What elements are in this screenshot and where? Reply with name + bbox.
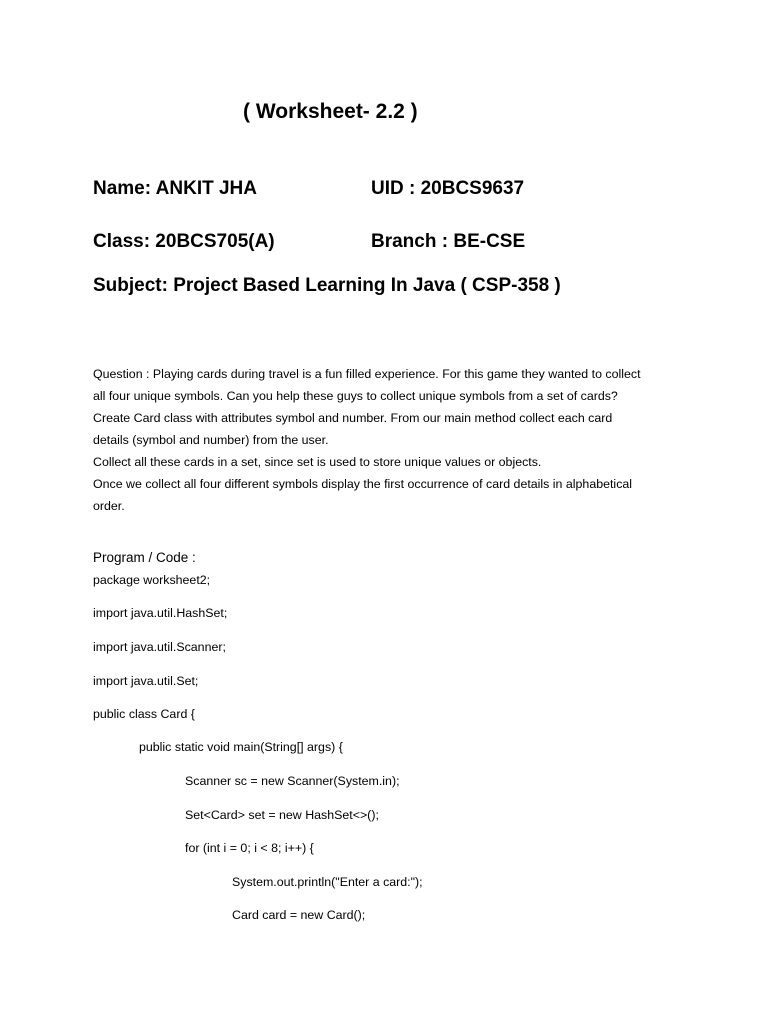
code-line: import java.util.Scanner; bbox=[93, 640, 226, 654]
question-line: details (symbol and number) from the user. bbox=[93, 433, 329, 447]
code-line: public class Card { bbox=[93, 707, 195, 721]
student-class: Class: 20BCS705(A) bbox=[93, 231, 275, 252]
question-line: all four unique symbols. Can you help these guys to collect unique symbols from a set of cards? bbox=[93, 389, 618, 403]
code-line: System.out.println("Enter a card:"); bbox=[232, 875, 423, 889]
question-line: Collect all these cards in a set, since set is used to store unique values or objects. bbox=[93, 455, 542, 469]
question-line: Question : Playing cards during travel is a fun filled experience. For this game they wanted to collect bbox=[93, 367, 641, 381]
student-branch: Branch : BE-CSE bbox=[371, 231, 526, 252]
program-label: Program / Code : bbox=[93, 550, 196, 565]
worksheet-title: ( Worksheet- 2.2 ) bbox=[243, 100, 418, 123]
code-line: Scanner sc = new Scanner(System.in); bbox=[185, 774, 400, 788]
student-name: Name: ANKIT JHA bbox=[93, 178, 257, 199]
question-block bbox=[93, 363, 683, 517]
code-line: import java.util.Set; bbox=[93, 674, 199, 688]
question-line: Once we collect all four different symbols display the first occurrence of card details in alphabetical bbox=[93, 477, 633, 491]
question-line: order. bbox=[93, 499, 125, 513]
code-line: package worksheet2; bbox=[93, 573, 211, 587]
student-uid: UID : 20BCS9637 bbox=[371, 178, 525, 199]
code-line: Set<Card> set = new HashSet<>(); bbox=[185, 808, 379, 822]
question-line: Create Card class with attributes symbol and number. From our main method collect each card bbox=[93, 411, 613, 425]
subject-line: Subject: Project Based Learning In Java ( CSP-358 ) bbox=[93, 275, 561, 296]
code-line: Card card = new Card(); bbox=[232, 908, 366, 922]
code-line: import java.util.HashSet; bbox=[93, 606, 228, 620]
code-line: for (int i = 0; i < 8; i++) { bbox=[185, 841, 314, 855]
code-line: public static void main(String[] args) { bbox=[139, 740, 343, 754]
